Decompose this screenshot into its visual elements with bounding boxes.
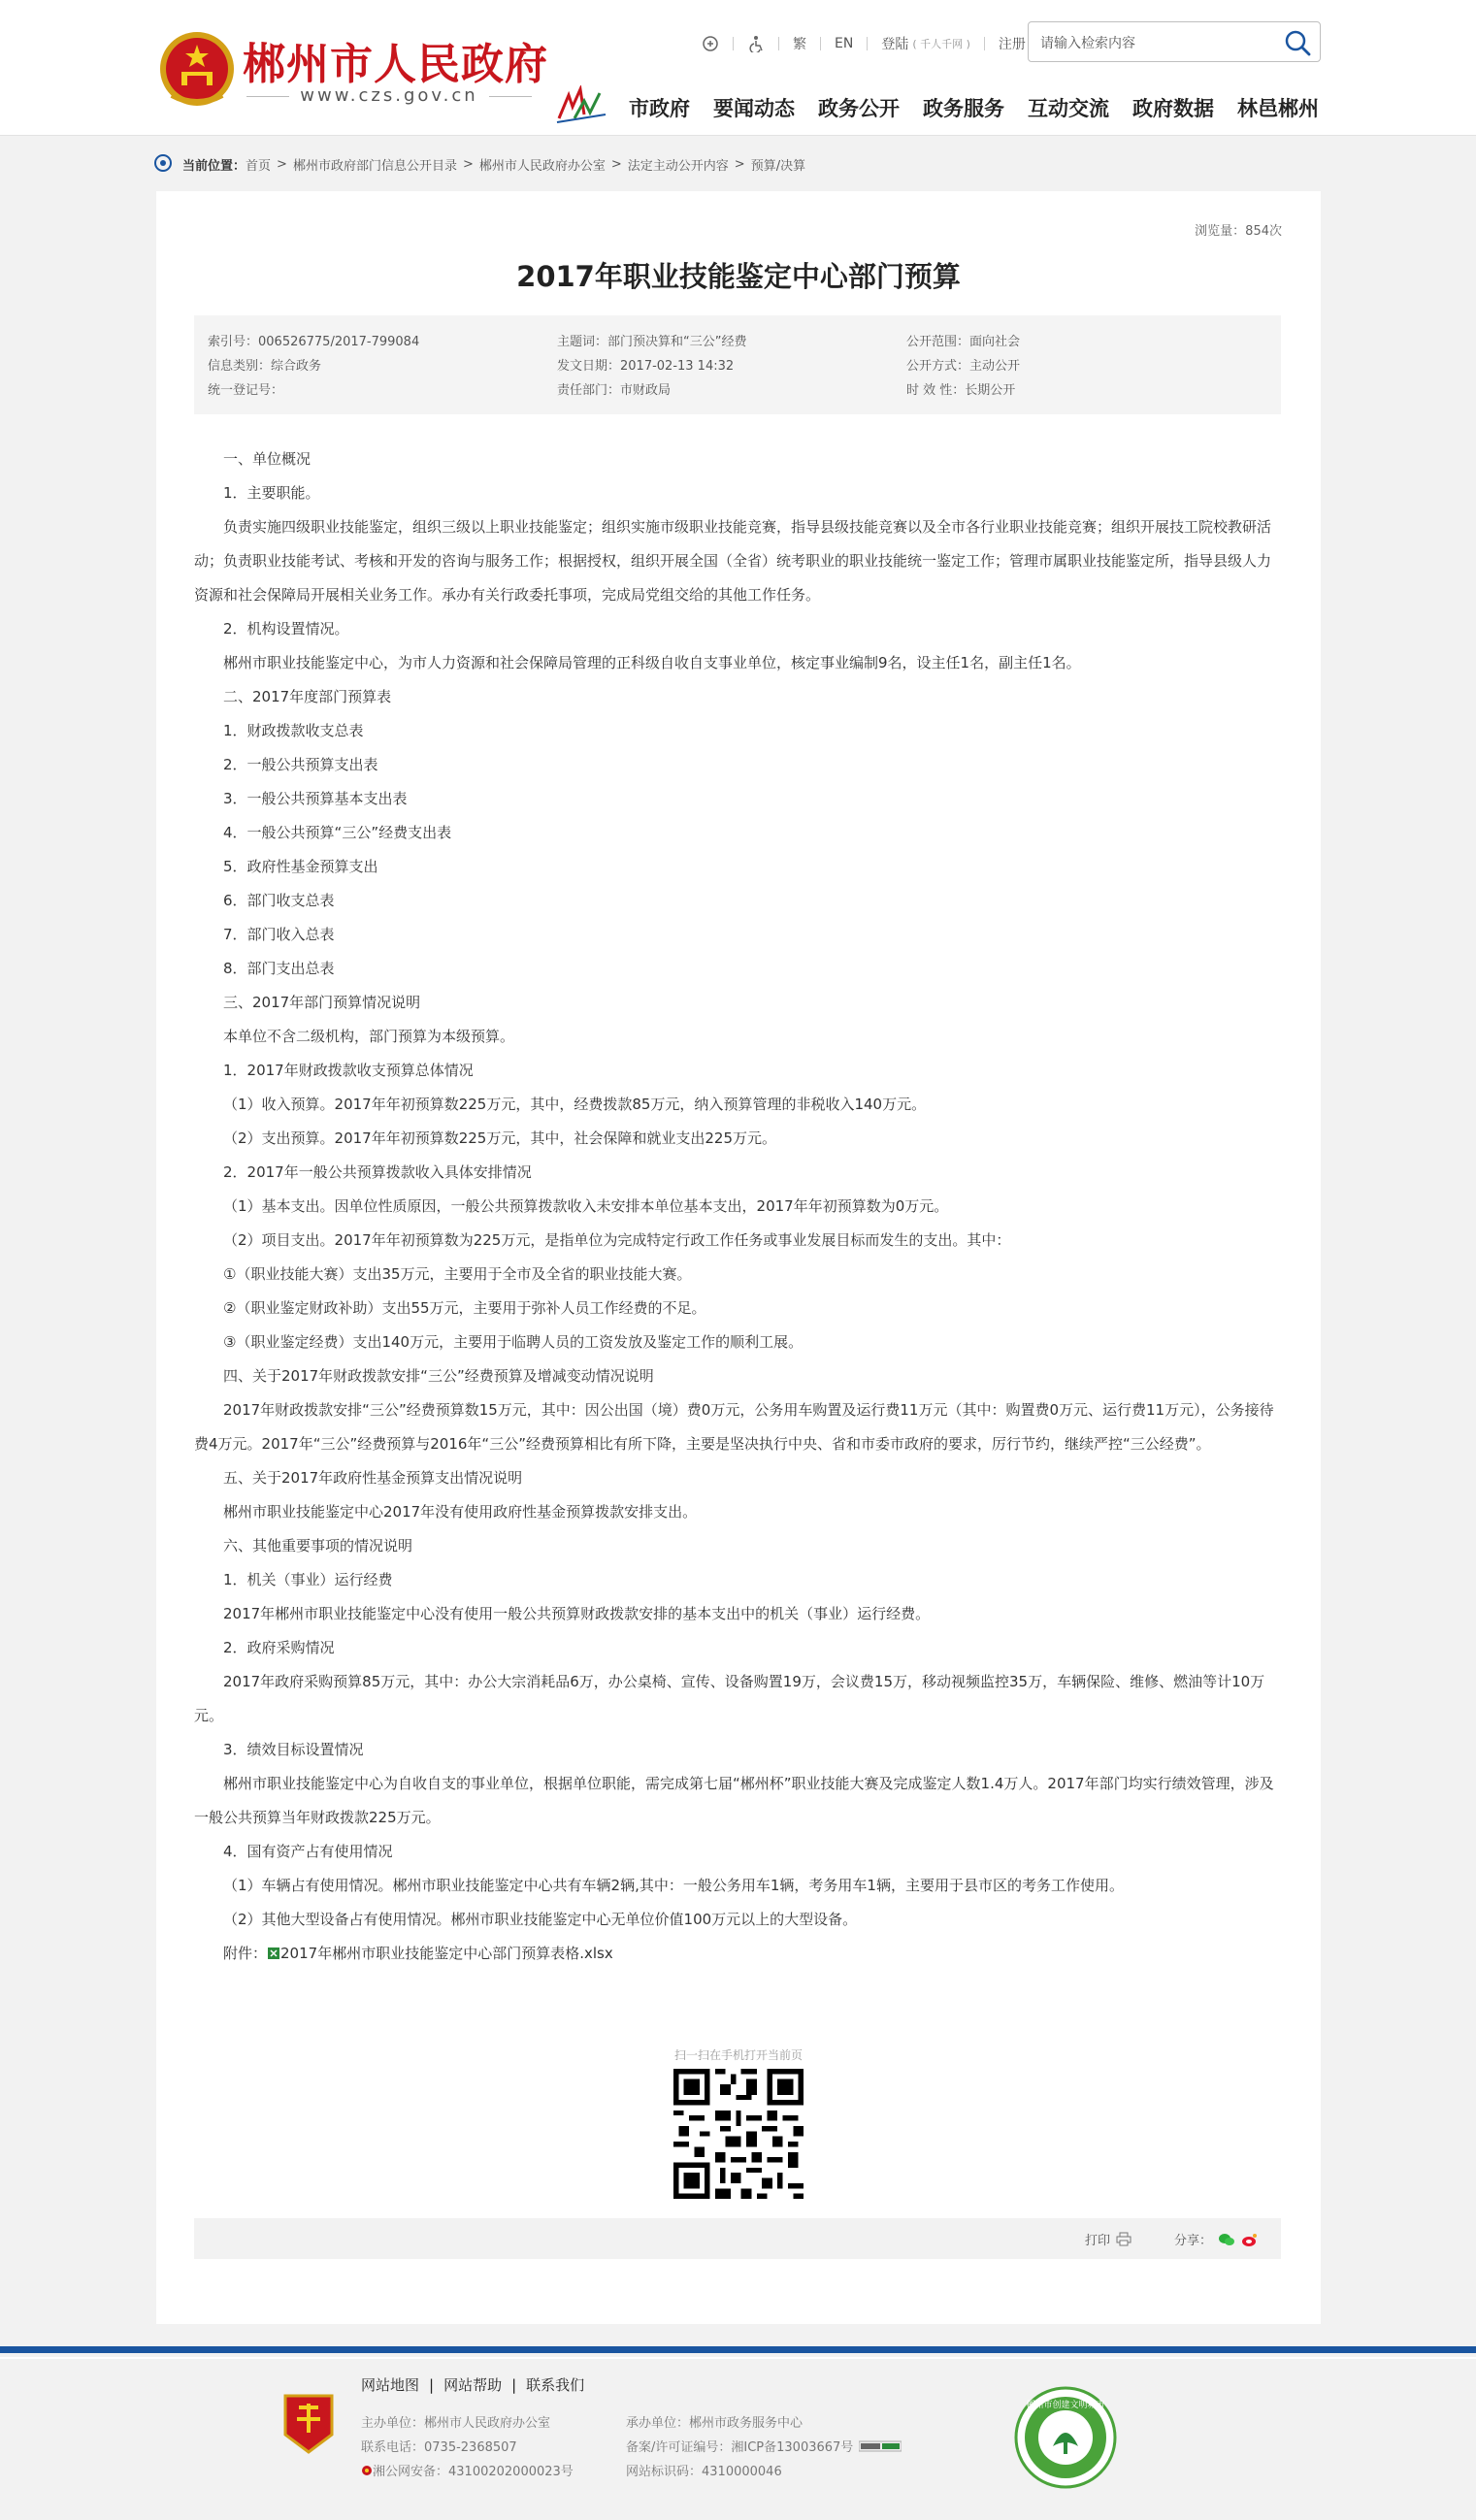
- divider: [820, 37, 821, 50]
- weibo-icon[interactable]: [1241, 2232, 1259, 2247]
- footer-link-help[interactable]: 网站帮助: [443, 2376, 503, 2394]
- breadcrumb-item[interactable]: 法定主动公开内容: [627, 158, 729, 174]
- meta-index-number: 索引号：006526775/2017-799084: [208, 335, 420, 349]
- paragraph: 1．机关（事业）运行经费: [223, 1571, 393, 1588]
- login-link[interactable]: 登陆: [881, 37, 909, 52]
- badge-text: 郴州市创建文明城市: [1026, 2400, 1105, 2409]
- breadcrumb-separator: >: [277, 156, 287, 172]
- qr-code-icon: [673, 2069, 804, 2199]
- footer-organizer: 承办单位：郴州市政务服务中心: [626, 2416, 804, 2431]
- paragraph: 1．主要职能。: [223, 484, 320, 502]
- paragraph: 4．一般公共预算“三公”经费支出表: [223, 824, 452, 841]
- excel-file-icon: [267, 1947, 280, 1960]
- paragraph: （2）项目支出。2017年年初预算数为225万元，是指单位为完成特定行政工作任务或事业发展目标而发生的支出。其中：: [223, 1231, 1011, 1249]
- traditional-chinese-link[interactable]: 繁: [793, 37, 806, 52]
- footer-site-id: 网站标识码：4310000046: [626, 2465, 782, 2479]
- site-title[interactable]: 郴州市人民政府: [243, 40, 548, 89]
- meta-column: [906, 331, 1020, 404]
- view-count: 浏览量：854次: [1195, 224, 1282, 239]
- footer-link-sitemap[interactable]: 网站地图: [361, 2376, 420, 2394]
- nav-item-government-services[interactable]: 政务服务: [923, 97, 1004, 120]
- civilized-city-badge-icon[interactable]: [1014, 2386, 1117, 2489]
- paragraph: 5．政府性基金预算支出: [223, 858, 378, 875]
- site-url: www.czs.gov.cn: [254, 85, 524, 106]
- paragraph: 7．部门收入总表: [223, 926, 335, 943]
- paragraph: 6．部门收支总表: [223, 892, 335, 909]
- search-icon[interactable]: [1283, 28, 1312, 57]
- share-bar: [194, 2218, 1281, 2259]
- paragraph: 二、2017年度部门预算表: [223, 688, 392, 705]
- paragraph: 郴州市职业技能鉴定中心，为市人力资源和社会保障局管理的正科级自收自支事业单位，核定事业编制9名，设主任1名，副主任1名。: [223, 654, 1081, 671]
- paragraph: 本单位不含二级机构，部门预算为本级预算。: [223, 1028, 515, 1045]
- paragraph: ②（职业鉴定财政补助）支出55万元，主要用于弥补人员工作经费的不足。: [223, 1299, 706, 1317]
- paragraph: 2017年郴州市职业技能鉴定中心没有使用一般公共预算财政拨款安排的基本支出中的机关（事业）运行经费。: [223, 1605, 931, 1622]
- paragraph: 五、关于2017年政府性基金预算支出情况说明: [223, 1469, 523, 1487]
- nav-item-interaction[interactable]: 互动交流: [1028, 97, 1109, 120]
- paragraph: 2017年财政拨款安排“三公”经费预算数15万元，其中：因公出国（境）费0万元，公务用车购置及运行费11万元（其中：购置费0万元、运行费11万元），公务接待费4万元。2017年“三公”经费预算与2016年“三公”经费预算相比有所下降，主要是坚决执行中央、省和市委市政府的要求，厉行节约，继续严控“三公经费”。: [194, 1401, 1274, 1453]
- footer-police-record: [361, 2460, 574, 2484]
- top-links: [702, 33, 1026, 54]
- divider: |: [511, 2376, 517, 2394]
- nav-item-city-government[interactable]: 市政府: [629, 97, 690, 120]
- location-pin-icon: [153, 153, 173, 175]
- paragraph: 8．部门支出总表: [223, 960, 335, 977]
- site-footer: [0, 2346, 1476, 2520]
- site-header: [0, 0, 1476, 136]
- paragraph: 4．国有资产占有使用情况: [223, 1843, 393, 1860]
- paragraph: 郴州市职业技能鉴定中心2017年没有使用政府性基金预算拨款安排支出。: [223, 1503, 698, 1521]
- attachment-label: 附件：: [223, 1945, 268, 1962]
- footer-sponsor: 主办单位：郴州市人民政府办公室: [361, 2416, 551, 2431]
- divider: [0, 2357, 1476, 2359]
- divider: |: [429, 2376, 435, 2394]
- paragraph: 六、其他重要事项的情况说明: [223, 1537, 413, 1555]
- paragraph: 3．绩效目标设置情况: [223, 1741, 364, 1758]
- paragraph: 1．2017年财政拨款收支预算总体情况: [223, 1062, 474, 1079]
- print-label: 打印: [1085, 2234, 1111, 2248]
- meta-validity: 时 效 性：长期公开: [906, 383, 1016, 398]
- paragraph: （1）基本支出。因单位性质原因，一般公共预算拨款收入未安排本单位基本支出，2017年年初预算数为0万元。: [223, 1197, 949, 1215]
- divider: [867, 37, 868, 50]
- breadcrumb-item[interactable]: 首页: [246, 158, 272, 174]
- paragraph: 郴州市职业技能鉴定中心为自收自支的事业单位，根据单位职能，需完成第七届“郴州杯”职业技能大赛及完成鉴定人数1.4万人。2017年部门均实行绩效管理，涉及一般公共预算当年财政拨款225万元。: [194, 1775, 1274, 1826]
- attachment-link[interactable]: 2017年郴州市职业技能鉴定中心部门预算表格.xlsx: [280, 1945, 613, 1962]
- breadcrumb-item[interactable]: 预算/决算: [750, 158, 806, 174]
- paragraph: 2．政府采购情况: [223, 1639, 335, 1656]
- divider: [984, 37, 985, 50]
- national-emblem-icon[interactable]: [158, 27, 236, 111]
- footer-info-right: [626, 2411, 902, 2484]
- share-group: [1174, 2230, 1259, 2248]
- meta-category: 信息类别：综合政务: [208, 359, 322, 374]
- breadcrumb-item[interactable]: 郴州市人民政府办公室: [478, 158, 606, 174]
- cnzz-logo-icon[interactable]: [859, 2440, 902, 2452]
- footer-link-contact[interactable]: 联系我们: [526, 2376, 585, 2394]
- footer-info-left: [361, 2411, 574, 2484]
- login-note: ( 千人千网 ): [912, 38, 970, 50]
- paragraph: 四、关于2017年财政拨款安排“三公”经费预算及增减变动情况说明: [223, 1367, 654, 1385]
- nav-logo-icon: [555, 85, 607, 124]
- breadcrumb-label: 当前位置：: [182, 158, 246, 174]
- breadcrumb-separator: >: [462, 156, 474, 172]
- article-title: 2017年职业技能鉴定中心部门预算: [516, 260, 961, 293]
- article-body: [194, 442, 1281, 1971]
- english-link[interactable]: EN: [835, 36, 854, 51]
- meta-department: 责任部门：市财政局: [557, 383, 672, 398]
- police-badge-icon: [361, 2465, 373, 2476]
- paragraph: 2．2017年一般公共预算拨款收入具体安排情况: [223, 1163, 532, 1181]
- paragraph: 三、2017年部门预算情况说明: [223, 994, 421, 1011]
- nav-item-government-data[interactable]: 政府数据: [1132, 97, 1214, 120]
- paragraph: 2017年政府采购预算85万元，其中：办公大宗消耗品6万，办公桌椅、宣传、设备购置19万，会议费15万，移动视频监控35万，车辆保险、维修、燃油等计10万元。: [194, 1673, 1265, 1724]
- accessibility-icon[interactable]: [747, 35, 765, 52]
- meta-column: [208, 331, 419, 404]
- nav-item-news[interactable]: 要闻动态: [713, 97, 795, 120]
- paragraph: 一、单位概况: [223, 450, 312, 468]
- qr-caption: 扫一扫在手机打开当前页: [673, 2048, 803, 2062]
- main-nav: [629, 93, 1342, 122]
- article-meta: [194, 315, 1281, 414]
- meta-scope: 公开范围：面向社会: [906, 335, 1021, 349]
- meta-registration-number: 统一登记号：: [208, 383, 284, 398]
- meta-method: 公开方式：主动公开: [906, 359, 1021, 374]
- paragraph: （2）支出预算。2017年年初预算数225万元，其中，社会保障和就业支出225万元。: [223, 1129, 776, 1147]
- nav-item-linyi-chenzhou[interactable]: 林邑郴州: [1237, 97, 1319, 120]
- paragraph: 3．一般公共预算基本支出表: [223, 790, 408, 807]
- paragraph: ①（职业技能大赛）支出35万元，主要用于全市及全省的职业技能大赛。: [223, 1265, 692, 1283]
- paragraph: 2．机构设置情况。: [223, 620, 349, 638]
- breadcrumb-separator: >: [610, 156, 622, 172]
- elder-mode-icon[interactable]: [702, 35, 719, 52]
- nav-item-government-affairs-disclosure[interactable]: 政务公开: [818, 97, 900, 120]
- qr-section: [156, 2046, 1321, 2199]
- attachment-line: [194, 1937, 1281, 1971]
- printer-icon: [1116, 2232, 1132, 2247]
- breadcrumb-separator: >: [734, 156, 745, 172]
- footer-phone: 联系电话：0735-2368507: [361, 2440, 517, 2455]
- paragraph: （1）车辆占有使用情况。郴州市职业技能鉴定中心共有车辆2辆,其中：一般公务用车1辆，考务用车1辆，主要用于县市区的考务工作使用。: [223, 1877, 1124, 1894]
- paragraph: 1．财政拨款收支总表: [223, 722, 364, 739]
- paragraph: （2）其他大型设备占有使用情况。郴州市职业技能鉴定中心无单位价值100万元以上的大型设备。: [223, 1911, 858, 1928]
- paragraph: ③（职业鉴定经费）支出140万元，主要用于临聘人员的工资发放及鉴定工作的顺利工展。: [223, 1333, 804, 1351]
- party-government-badge-icon[interactable]: [281, 2392, 336, 2456]
- footer-links: [361, 2374, 584, 2395]
- footer-icp: [626, 2436, 902, 2460]
- footer-police-record-text[interactable]: 湘公网安备：43100202000023号: [373, 2465, 574, 2479]
- paragraph: 负责实施四级职业技能鉴定，组织三级以上职业技能鉴定；组织实施市级职业技能竞赛，指导县级技能竞赛以及全市各行业职业技能竞赛；组织开展技工院校教研活动；负责职业技能考试、考核和开发的咨询与服务工作；根据授权，组织开展全国（全省）统考职业的职业技能统一鉴定工作；管理市属职业技能鉴定所，指导县级人力资源和社会保障局开展相关业务工作。承办有关行政委托事项，完成局党组交给的其他工作任务。: [194, 518, 1272, 604]
- divider: [733, 37, 734, 50]
- breadcrumb: [153, 151, 805, 177]
- paragraph: （1）收入预算。2017年年初预算数225万元，其中，经费拨款85万元，纳入预算管理的非税收入140万元。: [223, 1096, 927, 1113]
- print-button[interactable]: [1085, 2230, 1132, 2248]
- meta-keywords: 主题词：部门预决算和“三公”经费: [557, 335, 747, 349]
- article-panel: [156, 191, 1321, 2324]
- footer-icp-text[interactable]: 备案/许可证编号：湘ICP备13003667号: [626, 2440, 854, 2455]
- search-input[interactable]: [1040, 32, 1273, 53]
- meta-column: [557, 331, 746, 404]
- divider: [778, 37, 779, 50]
- breadcrumb-item[interactable]: 郴州市政府部门信息公开目录: [292, 158, 457, 174]
- register-link[interactable]: 注册: [998, 37, 1026, 52]
- search-box: [1028, 21, 1321, 62]
- meta-publish-date: 发文日期：2017-02-13 14:32: [557, 359, 735, 374]
- wechat-icon[interactable]: [1218, 2232, 1235, 2247]
- share-label: 分享：: [1174, 2234, 1213, 2248]
- paragraph: 2．一般公共预算支出表: [223, 756, 378, 773]
